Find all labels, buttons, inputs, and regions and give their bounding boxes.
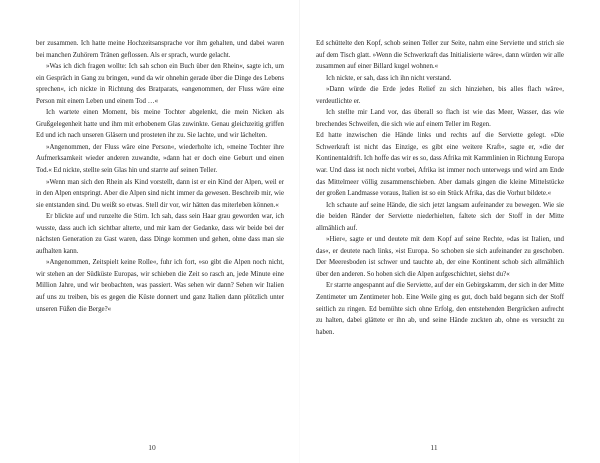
- right-page: [316, 38, 564, 338]
- paragraph: ber zusammen. Ich hatte meine Hochzeitsansprache vor ihm gehalten, und dabei waren bei manchen Zuhörern Tränen geflossen. Als er sprach, wurde gelacht.: [36, 40, 284, 59]
- paragraph: Ed schüttelte den Kopf, schob seinen Teller zur Seite, nahm eine Serviette und strich sie auf dem Tisch glatt. »Wenn die Schwerkraft das Initialisierte wäre«, dann würden wir alle zusammen auf einer Billard kugel wohnen.«: [316, 40, 564, 71]
- paragraph: Er blickte auf und runzelte die Stirn. Ich sah, dass sein Haar grau geworden war, ich wusste, dass auch ich sichtbar alterte, und mir kam der Gedanke, dass wir beide bei der nächsten Generation zu Gast waren, dass Dinge kommen und gehen, ohne dass man sie aufhalten kann.: [36, 213, 284, 255]
- paragraph: »Hier«, sagte er und deutete mit dem Kopf auf seine Rechte, »das ist Italien, und das«, er deutete nach links, »ist Europa. So schoben sie sich aufeinander zu geschoben. Der Meeresboden ist schwer und tauchte ab, der eine Kontinent schob sich allmählich über den anderen. So hoben sich die Alpen aufgeschichtet, siehst du?«: [316, 236, 564, 278]
- paragraph: »Angenommen, Zeitspielt keine Rolle«, fuhr ich fort, »so gibt die Alpen noch nicht, wir stehen an der Südküste Europas, wir schieben die Zeit so rasch an, jede Minute eine Million Jahre, und wir beobachten, was passiert. Was sehen wir dann? Sehen wir Italien auf uns zu treiben, bis es gegen die Küste donnert und ganz Italien dann plötzlich unter unseren Füßen die Berge?«: [36, 259, 284, 313]
- paragraph: Ich stellte mir Land vor, das überall so flach ist wie das Meer, Wasser, das wie brechendes Schweifen, die sich wie auf einem Teller im Regen.: [316, 109, 564, 128]
- paragraph: Ed hatte inzwischen die Hände links und rechts auf die Serviette gelegt. »Die Schwerkraft ist nicht das Einzige, es gibt eine weitere Kraft«, sagte er, »die der Kontinentaldrift. Ich hoffe das wir es so, dass Afrika mit Kammlinien in Richtung Europa war. Und dass ist noch nicht vorbei, Afrika ist immer noch unterwegs und wird am Ende das Mittelmeer völlig zusammenschieben. Aber damals gingen die kleine Mittelstücke der großen Landmasse voraus, Italien ist so ein Stück Afrika, das die Vorhut bildete.«: [316, 132, 564, 198]
- paragraph: Ich wartete einen Moment, bis meine Tochter abgelenkt, die mein Nicken als Grußgelegenheit hatte und ihm mit erhobenem Glas zuwinkte. Genau gleichzeitig griffen Ed und ich nach unseren Gläsern und prosteten ihr zu. Sie lachte, und wir lächelten.: [36, 109, 284, 140]
- paragraph: Ich nickte, er sah, dass ich ihn nicht verstand.: [326, 74, 452, 82]
- paragraph: »Wenn man sich den Rhein als Kind vorstellt, dann ist er ein Kind der Alpen, weil er in den Alpen entspringt. Aber die Alpen sind nicht immer da gewesen. Beschreib mir, wie sie entstanden sind. Du weißt so etwas. Stell dir vor, wir hätten das miterleben können.«: [36, 178, 284, 209]
- paragraph: »Was ich dich fragen wollte: Ich sah schon ein Buch über den Rhein«, sagte ich, um ein Gespräch in Gang zu bringen, »und da wir ohnehin gerade über die Dinge des Lebens sprechen«, ich nickte in Richtung des Bratparats, »angenommen, der Fluss wäre eine Person mit einem Leben und einem Tod …«: [36, 63, 284, 105]
- paragraph: »Dann würde die Erde jedes Relief zu sich hinziehen, bis alles flach wäre«, verdeutlichte er.: [316, 86, 564, 105]
- page-number-left: 10: [148, 443, 156, 452]
- paragraph: Ich schaute auf seine Hände, die sich jetzt langsam aufeinander zu bewegen. Wie sie die beiden Ränder der Serviette niederhielten, faltete sich der Stoff in der Mitte allmählich auf.: [316, 201, 564, 232]
- gutter: [299, 0, 300, 463]
- page-number-right: 11: [430, 443, 438, 452]
- paragraph: Er starrte angespannt auf die Serviette, auf der ein Gebirgskamm, der sich in der Mitte Zentimeter um Zentimeter hob. Eine Weile ging es gut, doch bald begann sich der Stoff seitlich zu ringen. Ed bemühte sich ohne Erfolg, den entstehenden Bergrücken aufrecht zu halten, dabei glättete er ihn ab, und seine Hände zuckten ab, ohne es versucht zu haben.: [316, 282, 564, 336]
- left-page: [36, 38, 284, 315]
- paragraph: »Angenommen, der Fluss wäre eine Person«, wiederholte ich, »meine Tochter ihre Aufmerksamkeit wieder anderen zuwandte, »dann hat er doch eine Geburt und einen Tod.« Ed nickte, stellte sein Glas hin und starrte auf seinen Teller.: [36, 143, 284, 175]
